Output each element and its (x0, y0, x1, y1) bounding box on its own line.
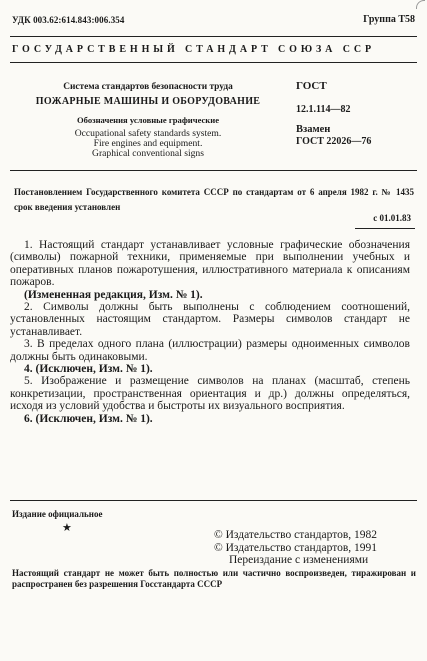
english-title-line: Occupational safety standards system. (74, 128, 222, 139)
edition-label: Издание официальное (12, 509, 103, 519)
system-title: Система стандартов безопасности труда (63, 82, 233, 92)
amendment-note: (Измененная редакция, Изм. № 1). (24, 288, 203, 301)
star-icon: ★ (62, 522, 72, 534)
english-title (18, 129, 278, 159)
group-code: Группа Т58 (363, 14, 415, 25)
copyright-1982: © Издательство стандартов, 1982 (214, 529, 378, 541)
corner-mark (416, 0, 425, 9)
top-rule (10, 36, 417, 37)
amendment-note: 4. (Исключен, Изм. № 1). (24, 363, 153, 376)
state-standard-heading: ГОСУДАРСТВЕННЫЙ СТАНДАРТ СОЮЗА ССР (12, 44, 375, 55)
english-title-line: Graphical conventional signs (92, 148, 204, 159)
footer-rule (10, 500, 417, 501)
gost-number: 12.1.114—82 (296, 104, 351, 115)
effective-date: с 01.01.83 (373, 213, 411, 223)
decree-text: Постановлением Государственного комитета СССР по стандартам от 6 апреля 1982 г. № 1435 срок введения установлен (14, 187, 414, 212)
heading-rule (10, 62, 417, 63)
gost-label: ГОСТ (296, 80, 327, 92)
replaced-standard: ГОСТ 22026—76 (296, 136, 372, 147)
effective-date-rule (355, 228, 415, 229)
reproduction-notice: Настоящий стандарт не может быть полностью или частично воспроизведен, тиражирован и распространен без разрешения Госстандарта СССР (12, 568, 416, 589)
clause-paragraph: 3. В пределах одного плана (иллюстрации) размеры одноименных символов должны быть одинаковыми. (10, 338, 410, 363)
document-title: ПОЖАРНЫЕ МАШИНЫ И ОБОРУДОВАНИЕ (35, 96, 261, 107)
clause-paragraph: 2. Символы должны быть выполнены с соблюдением соотношений, установленных настоящим стандартом. Размеры символов стандарт не устанавливает. (10, 301, 410, 338)
document-subtitle: Обозначения условные графические (76, 115, 220, 125)
amendment-note: 6. (Исключен, Изм. № 1). (24, 412, 153, 425)
clause-paragraph: 5. Изображение и размещение символов на планах (масштаб, степень конкретизации, пространственная ориентация и др.) должны определяться, исходя из условий удобства и быстроты их визуального восприятия. (10, 375, 410, 413)
title-block-rule (10, 170, 417, 171)
copyright-1991: © Издательство стандартов, 1991 (214, 542, 378, 554)
clause-paragraph: 1. Настоящий стандарт устанавливает условные графические обозначения (символы) пожарной техники, применяемые при выполнении учебных и оперативных планов пожаротушения, иллюстративного материала к описаниям пожаров. (10, 239, 410, 289)
reprint-note: Переиздание с изменениями (229, 554, 369, 566)
replaces-label: Взамен (296, 124, 331, 135)
standard-body (10, 239, 410, 425)
english-title-line: Fire engines and equipment. (93, 138, 203, 149)
udk-code: УДК 003.62:614.843:006.354 (12, 15, 125, 25)
